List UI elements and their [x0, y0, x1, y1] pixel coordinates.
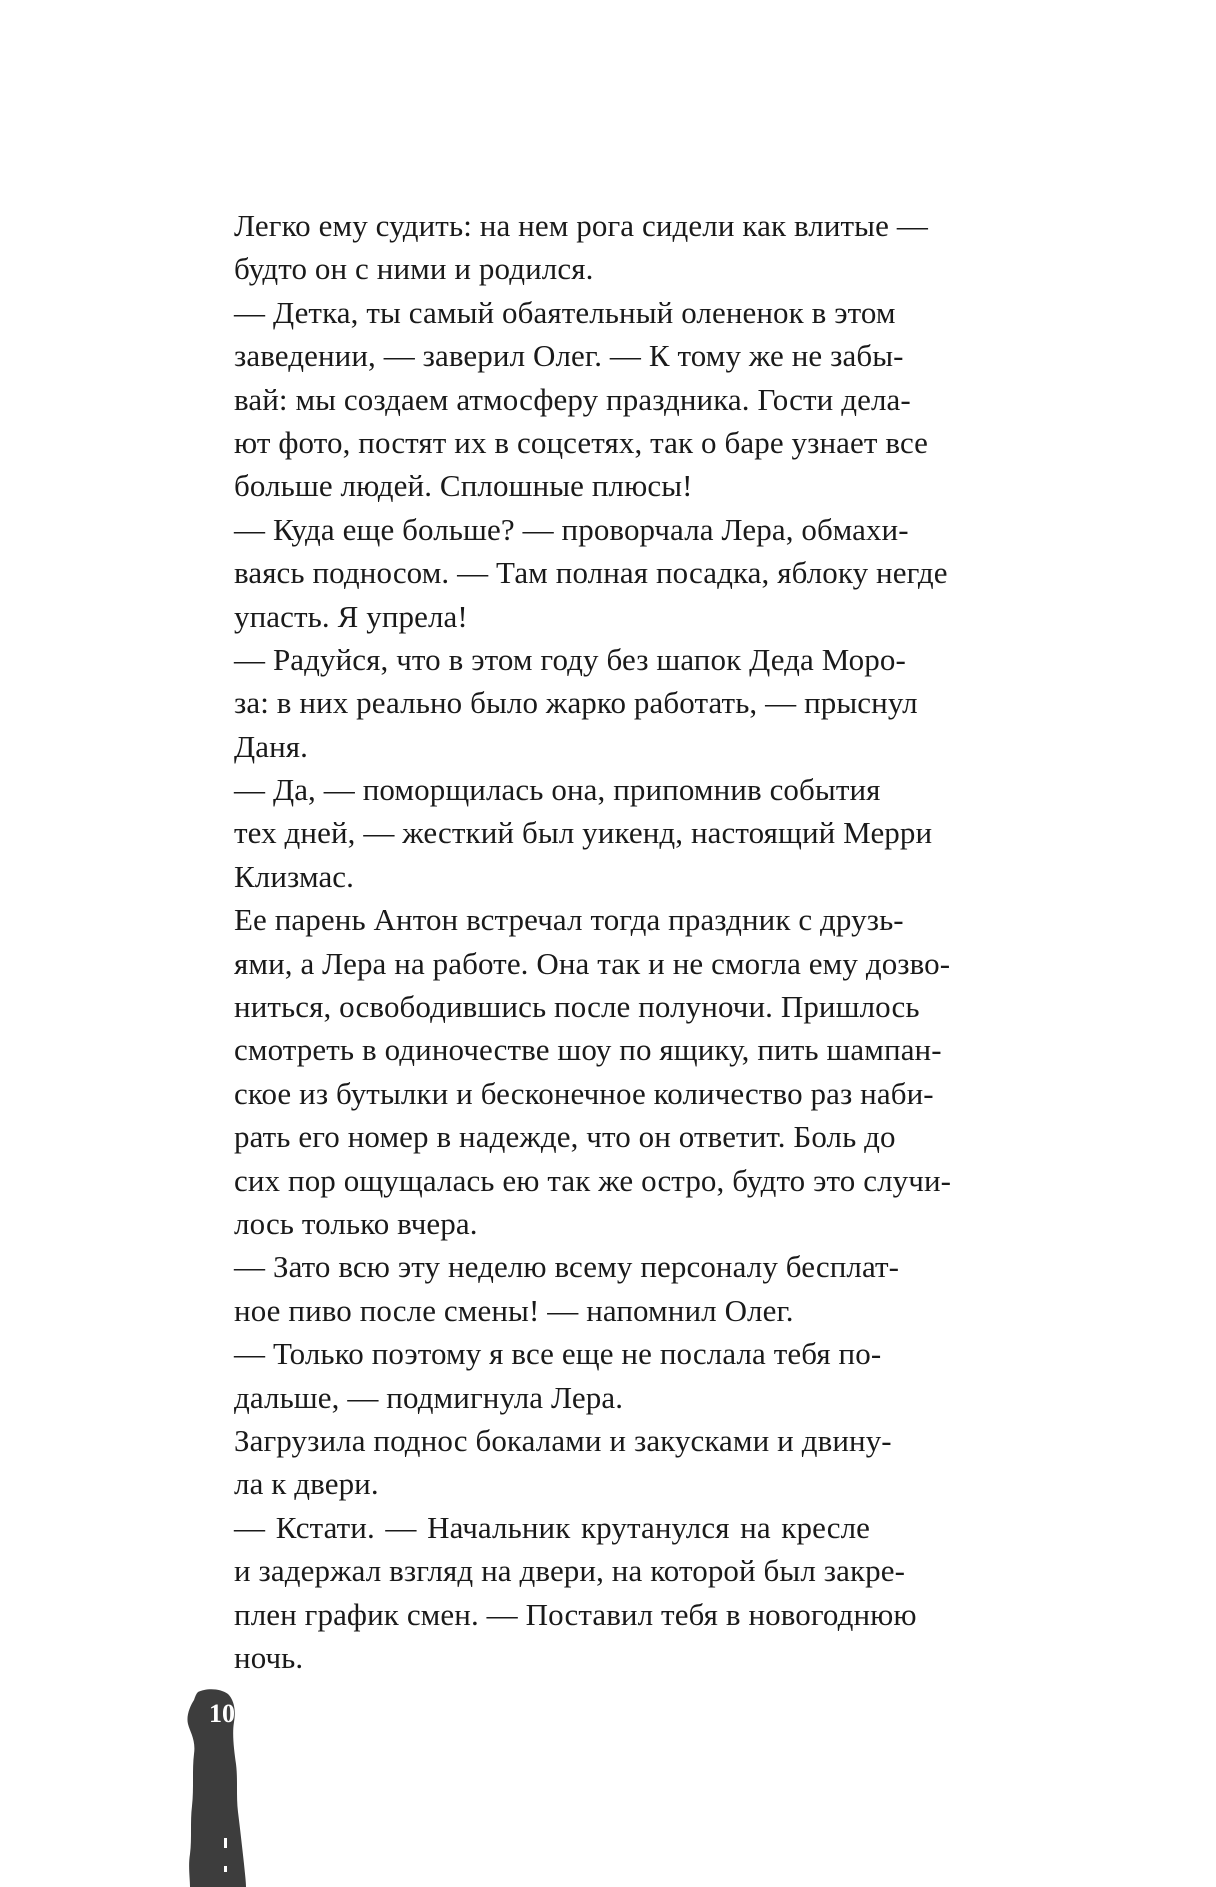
text-line: ла к двери.: [234, 1466, 379, 1502]
page-body-text: [234, 204, 952, 1679]
text-line: — Радуйся, что в этом году без шапок Деда Моро-: [234, 641, 906, 677]
text-line: будто он с ними и родился.: [234, 251, 594, 287]
text-line: ями, а Лера на работе. Она так и не смогла ему дозво-: [234, 945, 951, 981]
text-line: ное пиво после смены! — напомнил Олег.: [234, 1292, 794, 1328]
text-line: — Куда еще больше? — проворчала Лера, обмахи-: [234, 511, 909, 547]
text-line: Даня.: [234, 728, 309, 764]
text-line: рать его номер в надежде, что он ответит. Боль до: [234, 1119, 896, 1155]
text-line: Загрузила поднос бокалами и закусками и двину-: [234, 1422, 892, 1458]
text-line: лось только вчера.: [234, 1205, 478, 1241]
text-line: упасть. Я упрела!: [234, 598, 468, 634]
text-line: ское из бутылки и бесконечное количество раз наби-: [234, 1075, 934, 1111]
text-line: ют фото, постят их в соцсетях, так о баре узнает все: [234, 424, 929, 460]
text-line: смотреть в одиночестве шоу по ящику, пить шампан-: [234, 1032, 942, 1068]
text-line: больше людей. Сплошные плюсы!: [234, 468, 693, 504]
text-line: плен график смен. — Поставил тебя в новогоднюю: [234, 1596, 917, 1632]
text-line: — Детка, ты самый обаятельный олененок в этом: [234, 294, 896, 330]
text-line: ниться, освободившись после полуночи. Пришлось: [234, 989, 920, 1025]
text-line: за: в них реально было жарко работать, — прыснул: [234, 685, 918, 721]
text-line: — Зато всю эту неделю всему персоналу бесплат-: [234, 1249, 900, 1285]
text-line: — Кстати. — Начальник крутанулся на кресле: [234, 1509, 870, 1545]
text-line: — Да, — поморщилась она, припомнив события: [234, 772, 881, 808]
text-line: Ее парень Антон встречал тогда праздник с друзь-: [234, 902, 904, 938]
text-line: сих пор ощущалась ею так же остро, будто это случи-: [234, 1162, 952, 1198]
text-line: ваясь подносом. — Там полная посадка, яблоку негде: [234, 555, 948, 591]
text-line: и задержал взгляд на двери, на которой был закре-: [234, 1553, 906, 1589]
text-line: ночь.: [234, 1639, 304, 1675]
text-line: тех дней, — жесткий был уикенд, настоящий Мерри: [234, 815, 933, 851]
text-line: заведении, — заверил Олег. — К тому же не забы-: [234, 338, 904, 374]
text-line: — Только поэтому я все еще не послала тебя по-: [234, 1336, 882, 1372]
page-number: 10: [209, 1699, 235, 1728]
text-line: Клизмас.: [234, 858, 355, 894]
text-line: Легко ему судить: на нем рога сидели как влитые —: [234, 208, 928, 243]
text-line: дальше, — подмигнула Лера.: [234, 1379, 624, 1415]
text-line: вай: мы создаем атмосферу праздника. Гости дела-: [234, 381, 911, 417]
